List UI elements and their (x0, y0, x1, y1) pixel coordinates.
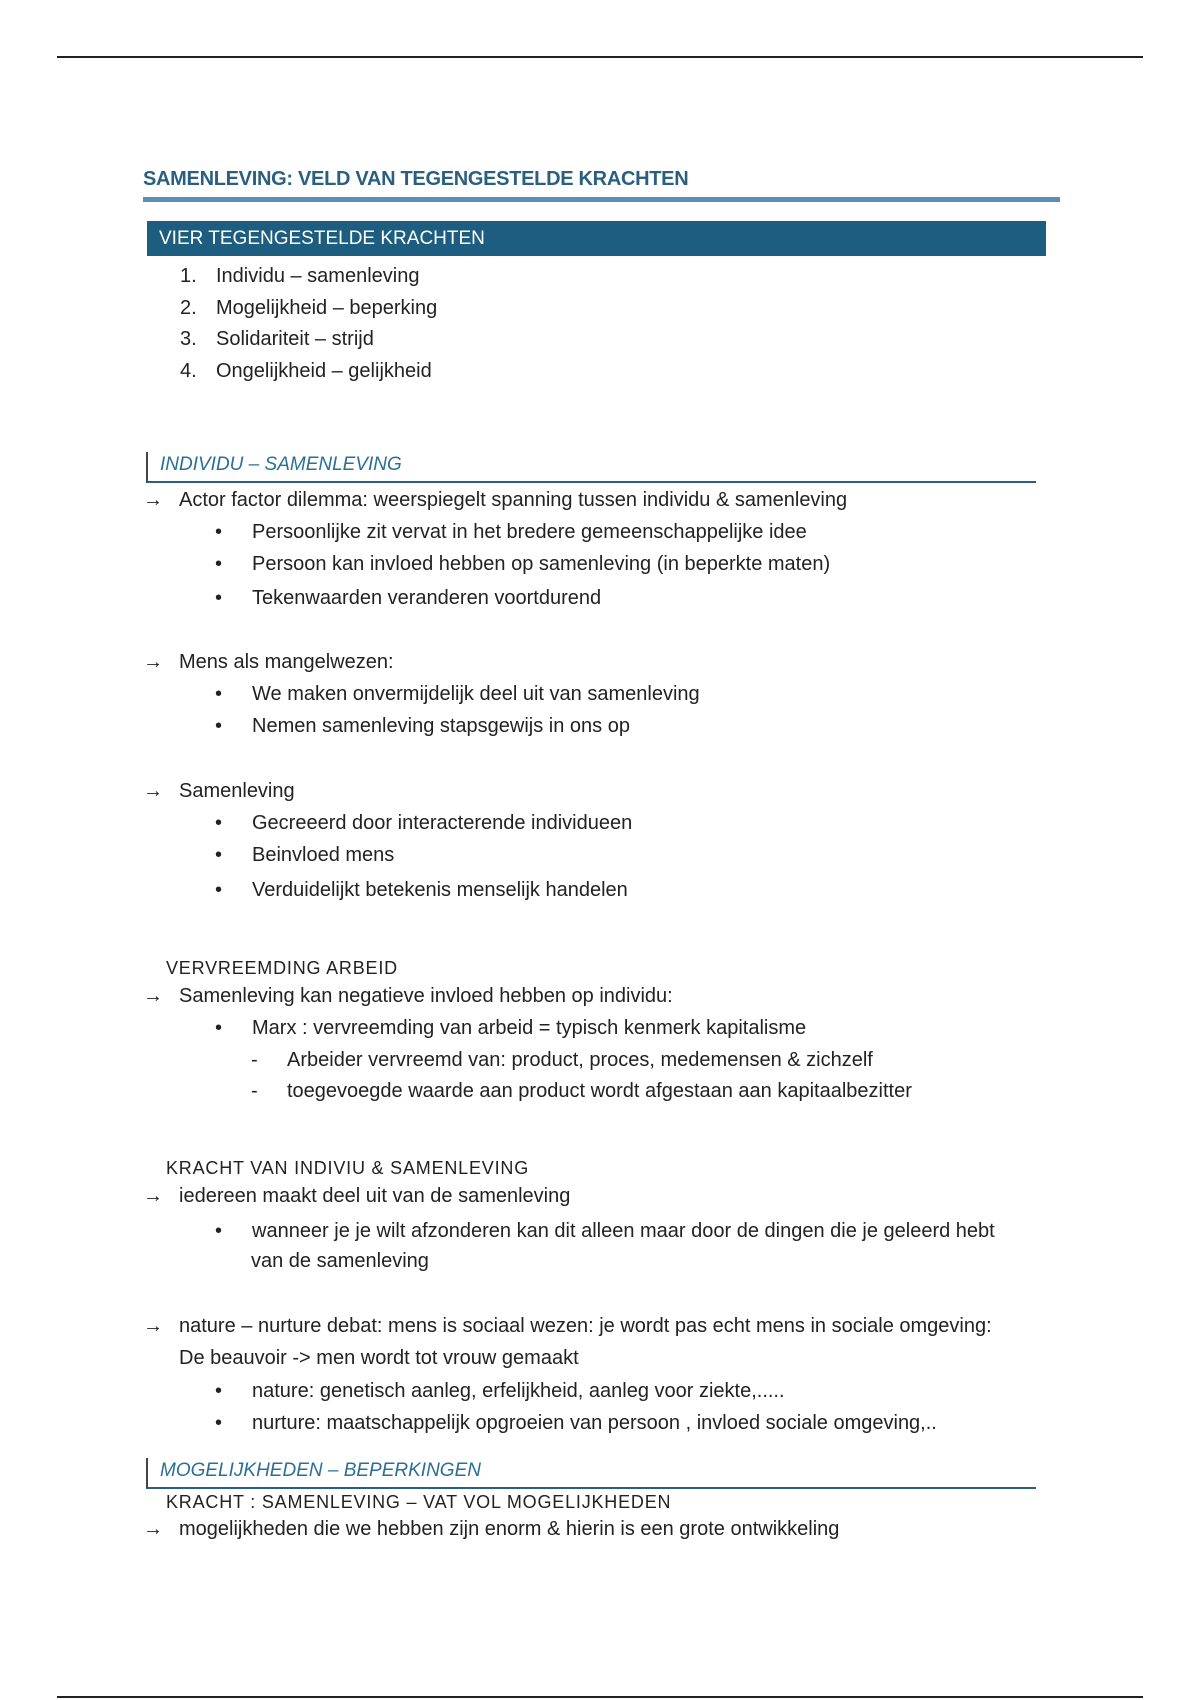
bullet-icon: • (215, 1380, 223, 1402)
document-title: SAMENLEVING: VELD VAN TEGENGESTELDE KRACHTEN (143, 168, 689, 190)
arrow-line: → Actor factor dilemma: weerspiegelt spanning tussen individu & samenleving (143, 489, 848, 511)
arrow-icon: → (143, 1315, 163, 1337)
bullet-item: • Persoonlijke zit vervat in het bredere gemeenschappelijke idee (215, 521, 807, 543)
section-heading-text: VIER TEGENGESTELDE KRACHTEN (159, 228, 485, 249)
arrow-icon: → (143, 1518, 163, 1540)
bullet-icon: • (215, 879, 223, 901)
arrow-icon: → (143, 985, 163, 1007)
bullet-continuation: van de samenleving (251, 1250, 429, 1272)
subsection-heading-mogelijkheden (146, 1458, 1036, 1489)
title-underline (143, 197, 1060, 202)
arrow-line: → Mens als mangelwezen: (143, 651, 394, 673)
arrow-line: → iedereen maakt deel uit van de samenleving (143, 1185, 571, 1207)
page-bottom-rule (57, 1696, 1143, 1698)
bullet-icon: • (215, 521, 223, 543)
arrow-icon: → (143, 489, 163, 511)
bullet-icon: • (215, 553, 223, 575)
arrow-line: → nature – nurture debat: mens is sociaal wezen: je wordt pas echt mens in sociale omgeving: (143, 1315, 992, 1337)
bullet-item: • Persoon kan invloed hebben op samenleving (in beperkte maten) (215, 553, 831, 575)
dash-icon: - (251, 1080, 258, 1102)
arrow-continuation: De beauvoir -> men wordt tot vrouw gemaakt (179, 1347, 579, 1369)
list-item: 2. Mogelijkheid – beperking (180, 296, 438, 319)
section-heading-vier-krachten (147, 221, 1046, 256)
bullet-item: • Verduidelijkt betekenis menselijk handelen (215, 879, 628, 901)
subsection-heading-individu (146, 452, 1036, 483)
arrow-icon: → (143, 1185, 163, 1207)
arrow-line: → Samenleving (143, 780, 295, 802)
arrow-line: → Samenleving kan negatieve invloed hebben op individu: (143, 985, 673, 1007)
bullet-item: • Beinvloed mens (215, 844, 395, 866)
bullet-icon: • (215, 812, 223, 834)
bullet-icon: • (215, 715, 223, 737)
bullet-icon: • (215, 1220, 223, 1242)
bullet-icon: • (215, 683, 223, 705)
arrow-line: → mogelijkheden die we hebben zijn enorm & hierin is een grote ontwikkeling (143, 1518, 840, 1540)
list-item: 1. Individu – samenleving (180, 265, 420, 287)
subsection-heading-text: INDIVIDU – SAMENLEVING (160, 454, 402, 475)
bullet-icon: • (215, 587, 223, 609)
minor-heading-kracht-samenleving: KRACHT : SAMENLEVING – VAT VOL MOGELIJKHEDEN (166, 1492, 672, 1512)
bullet-item: • We maken onvermijdelijk deel uit van samenleving (215, 683, 700, 705)
forces-list (180, 261, 437, 388)
minor-heading-kracht: KRACHT VAN INDIVIU & SAMENLEVING (166, 1158, 530, 1178)
dash-icon: - (251, 1049, 258, 1071)
bullet-item: • nature: genetisch aanleg, erfelijkheid, aanleg voor ziekte,..... (215, 1380, 785, 1402)
page-top-rule (57, 56, 1143, 58)
bullet-icon: • (215, 1412, 223, 1434)
bullet-item: • wanneer je je wilt afzonderen kan dit alleen maar door de dingen die je geleerd hebt (215, 1220, 995, 1242)
bullet-icon: • (215, 844, 223, 866)
bullet-icon: • (215, 1017, 223, 1039)
minor-heading-vervreemding: VERVREEMDING ARBEID (166, 958, 398, 978)
dash-item: - toegevoegde waarde aan product wordt afgestaan aan kapitaalbezitter (251, 1080, 912, 1102)
list-item: 4. Ongelijkheid – gelijkheid (180, 360, 432, 383)
arrow-icon: → (143, 651, 163, 673)
bullet-item: • Tekenwaarden veranderen voortdurend (215, 587, 602, 609)
bullet-item: • Gecreeerd door interacterende individueen (215, 812, 633, 834)
arrow-icon: → (143, 780, 163, 802)
dash-item: - Arbeider vervreemd van: product, proces, medemensen & zichzelf (251, 1049, 873, 1071)
subsection-heading-text: MOGELIJKHEDEN – BEPERKINGEN (160, 1460, 481, 1481)
bullet-item: • nurture: maatschappelijk opgroeien van persoon , invloed sociale omgeving,.. (215, 1412, 937, 1434)
bullet-item: • Marx : vervreemding van arbeid = typisch kenmerk kapitalisme (215, 1017, 807, 1039)
list-item: 3. Solidariteit – strijd (180, 328, 374, 351)
bullet-item: • Nemen samenleving stapsgewijs in ons op (215, 715, 630, 737)
